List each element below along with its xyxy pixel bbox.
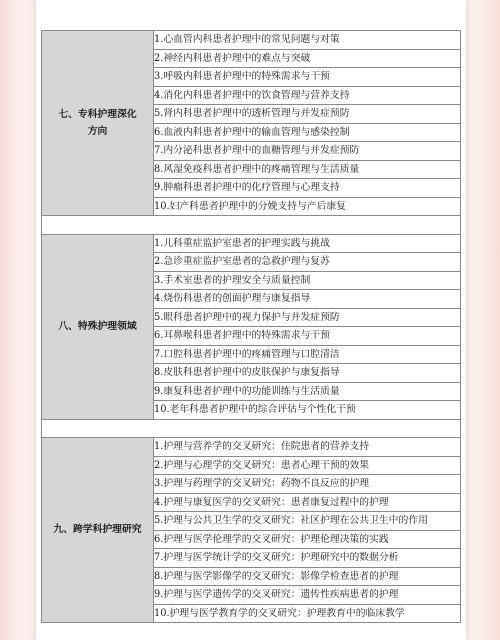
topic-item: 3.护理与药理学的交叉研究：药物不良反应的护理 — [154, 475, 461, 494]
topic-item: 6.护理与医学伦理学的交叉研究：护理伦理决策的实践 — [154, 530, 461, 549]
topic-item: 1.心血管内科患者护理中的常见问题与对策 — [154, 31, 461, 50]
topic-item: 4.护理与康复医学的交叉研究：患者康复过程中的护理 — [154, 493, 461, 512]
topic-item: 3.呼吸内科患者护理中的特殊需求与干预 — [154, 68, 461, 87]
topic-item: 4.消化内科患者护理中的饮食管理与营养支持 — [154, 86, 461, 105]
topic-item: 2.神经内科患者护理中的难点与突破 — [154, 49, 461, 68]
topic-item: 9.康复科患者护理中的功能训练与生活质量 — [154, 382, 461, 401]
topic-item: 8.皮肤科患者护理中的皮肤保护与康复指导 — [154, 364, 461, 383]
section-heading-special-care — [42, 234, 154, 419]
section-heading-line: 方向 — [87, 126, 108, 137]
table-body — [42, 31, 461, 623]
section-heading-interdisciplinary — [42, 438, 154, 623]
topic-item: 9.护理与医学遗传学的交叉研究：遗传性疾病患者的护理 — [154, 586, 461, 605]
topic-item: 1.护理与营养学的交叉研究：住院患者的营养支持 — [154, 438, 461, 457]
spacer-cell — [42, 216, 461, 235]
topic-item: 10.妇产科患者护理中的分娩支持与产后康复 — [154, 197, 461, 216]
spacer-cell — [42, 419, 461, 438]
topic-item: 5.护理与公共卫生学的交叉研究：社区护理在公共卫生中的作用 — [154, 512, 461, 531]
table-row — [42, 31, 461, 50]
topic-item: 7.口腔科患者护理中的疼痛管理与口腔清洁 — [154, 345, 461, 364]
topic-item: 9.肿瘤科患者护理中的化疗管理与心理支持 — [154, 179, 461, 198]
topic-item: 6.血液内科患者护理中的输血管理与感染控制 — [154, 123, 461, 142]
spacer-row — [42, 216, 461, 235]
topic-item: 1.儿科重症监护室患者的护理实践与挑战 — [154, 234, 461, 253]
table-row — [42, 234, 461, 253]
document-page — [36, 0, 466, 640]
table-row — [42, 438, 461, 457]
section-heading-specialty — [42, 31, 154, 216]
topic-item: 5.肾内科患者护理中的透析管理与并发症预防 — [154, 105, 461, 124]
topic-item: 6.耳鼻喉科患者护理中的特殊需求与干预 — [154, 327, 461, 346]
research-topics-table — [41, 30, 461, 623]
spacer-row — [42, 419, 461, 438]
topic-item: 4.烧伤科患者的创面护理与康复指导 — [154, 290, 461, 309]
topic-item: 7.护理与医学统计学的交叉研究：护理研究中的数据分析 — [154, 549, 461, 568]
topic-item: 10.护理与医学教育学的交叉研究：护理教育中的临床教学 — [154, 604, 461, 623]
section-heading-line: 八、特殊护理领域 — [58, 320, 137, 332]
topic-item: 2.护理与心理学的交叉研究：患者心理干预的效果 — [154, 456, 461, 475]
topic-item: 2.急诊重症监护室患者的急救护理与复苏 — [154, 253, 461, 272]
topic-item: 7.内分泌科患者护理中的血糖管理与并发症预防 — [154, 142, 461, 161]
topic-item: 5.眼科患者护理中的视力保护与并发症预防 — [154, 308, 461, 327]
topic-item: 10.老年科患者护理中的综合评估与个性化干预 — [154, 401, 461, 420]
topic-item: 3.手术室患者的护理安全与质量控制 — [154, 271, 461, 290]
topic-item: 8.护理与医学影像学的交叉研究：影像学检查患者的护理 — [154, 567, 461, 586]
topic-item: 8.风湿免疫科患者护理中的疼痛管理与生活质量 — [154, 160, 461, 179]
section-heading-line: 九、跨学科护理研究 — [53, 524, 142, 536]
section-heading-line: 七、专科护理深化 — [58, 108, 137, 120]
